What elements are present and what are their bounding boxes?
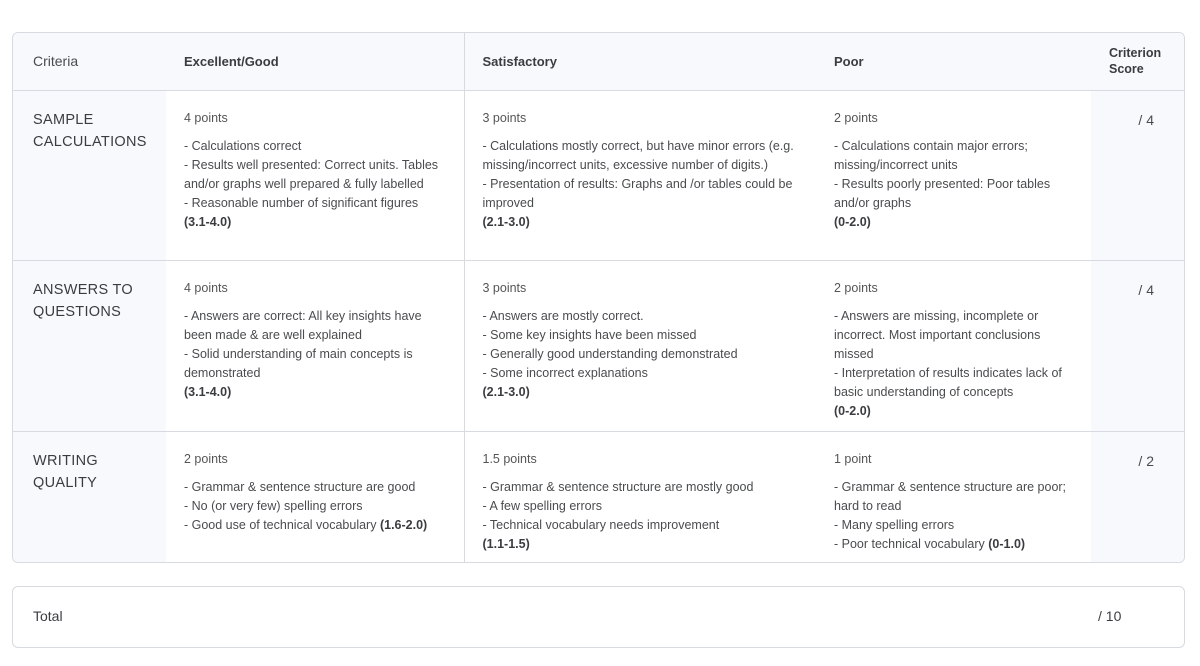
level-satisfactory	[464, 90, 816, 260]
level-points: 2 points	[834, 280, 878, 295]
level-range: (0-1.0)	[988, 536, 1026, 551]
level-range: (1.1-1.5)	[482, 536, 530, 551]
level-description-text: - Grammar & sentence structure are good - No (or very few) spelling errors - Good use of technical vocabulary	[184, 479, 416, 532]
level-range: (2.1-3.0)	[482, 384, 530, 399]
rubric-row-sample-calculations	[13, 90, 1184, 260]
criterion-name: SAMPLE CALCULATIONS	[13, 90, 166, 260]
level-excellent-good	[166, 431, 464, 563]
level-description: - Calculations contain major errors; missing/incorrect units - Results poorly presented: Poor tables and/or graphs	[834, 138, 1051, 210]
level-range: (2.1-3.0)	[482, 214, 530, 229]
header-excellent-good: Excellent/Good	[166, 33, 464, 90]
rubric-table-card	[12, 32, 1185, 563]
level-poor	[816, 431, 1091, 563]
level-poor	[816, 90, 1091, 260]
level-range: (1.6-2.0)	[379, 517, 428, 532]
level-points: 1.5 points	[482, 451, 537, 466]
level-excellent-good	[166, 90, 464, 260]
level-description	[184, 478, 446, 535]
level-description: - Grammar & sentence structure are mostly good - A few spelling errors - Technical vocabulary needs improvement	[482, 479, 754, 532]
criterion-score: / 4	[1091, 90, 1184, 260]
level-points: 2 points	[184, 451, 228, 466]
criterion-score: / 4	[1091, 260, 1184, 431]
level-satisfactory	[464, 260, 816, 431]
level-description: - Answers are missing, incomplete or incorrect. Most important conclusions missed - Interpretation of results indicates lack of basic understanding of concepts	[834, 308, 1062, 399]
level-description: - Calculations mostly correct, but have minor errors (e.g. missing/incorrect units, excessive number of digits.) - Presentation of results: Graphs and /or tables could be improved	[482, 138, 794, 210]
level-description: - Calculations correct - Results well presented: Correct units. Tables and/or graphs well prepared & fully labelled - Reasonable number of significant figures	[184, 138, 439, 210]
rubric-row-writing-quality	[13, 431, 1184, 563]
rubric-table	[13, 33, 1184, 563]
criterion-name: WRITING QUALITY	[13, 431, 166, 563]
level-points: 3 points	[482, 280, 527, 295]
level-poor	[816, 260, 1091, 431]
header-criteria: Criteria	[13, 33, 166, 90]
level-points: 4 points	[184, 280, 228, 295]
level-description: - Answers are correct: All key insights have been made & are well explained - Solid understanding of main concepts is demonstrated	[184, 308, 422, 380]
level-description: - Answers are mostly correct. - Some key insights have been missed - Generally good understanding demonstrated - Some incorrect explanations	[482, 308, 738, 380]
header-poor: Poor	[816, 33, 1091, 90]
header-satisfactory: Satisfactory	[464, 33, 816, 90]
level-satisfactory	[464, 431, 816, 563]
level-points: 4 points	[184, 110, 228, 125]
total-label: Total	[33, 608, 63, 624]
level-points: 1 point	[834, 451, 872, 466]
level-points: 2 points	[834, 110, 878, 125]
level-excellent-good	[166, 260, 464, 431]
level-range: (0-2.0)	[834, 403, 871, 418]
rubric-row-answers-to-questions	[13, 260, 1184, 431]
header-criterion-score: Criterion Score	[1091, 33, 1184, 90]
level-range: (0-2.0)	[834, 214, 871, 229]
rubric-header-row	[13, 33, 1184, 90]
level-range: (3.1-4.0)	[184, 214, 232, 229]
criterion-name: ANSWERS TO QUESTIONS	[13, 260, 166, 431]
level-description-text: - Grammar & sentence structure are poor; hard to read - Many spelling errors - Poor technical vocabulary	[834, 479, 1067, 551]
level-points: 3 points	[482, 110, 527, 125]
level-description	[834, 478, 1073, 554]
total-score: / 10	[1098, 608, 1122, 624]
total-row	[12, 586, 1185, 648]
level-range: (3.1-4.0)	[184, 384, 232, 399]
criterion-score: / 2	[1091, 431, 1184, 563]
